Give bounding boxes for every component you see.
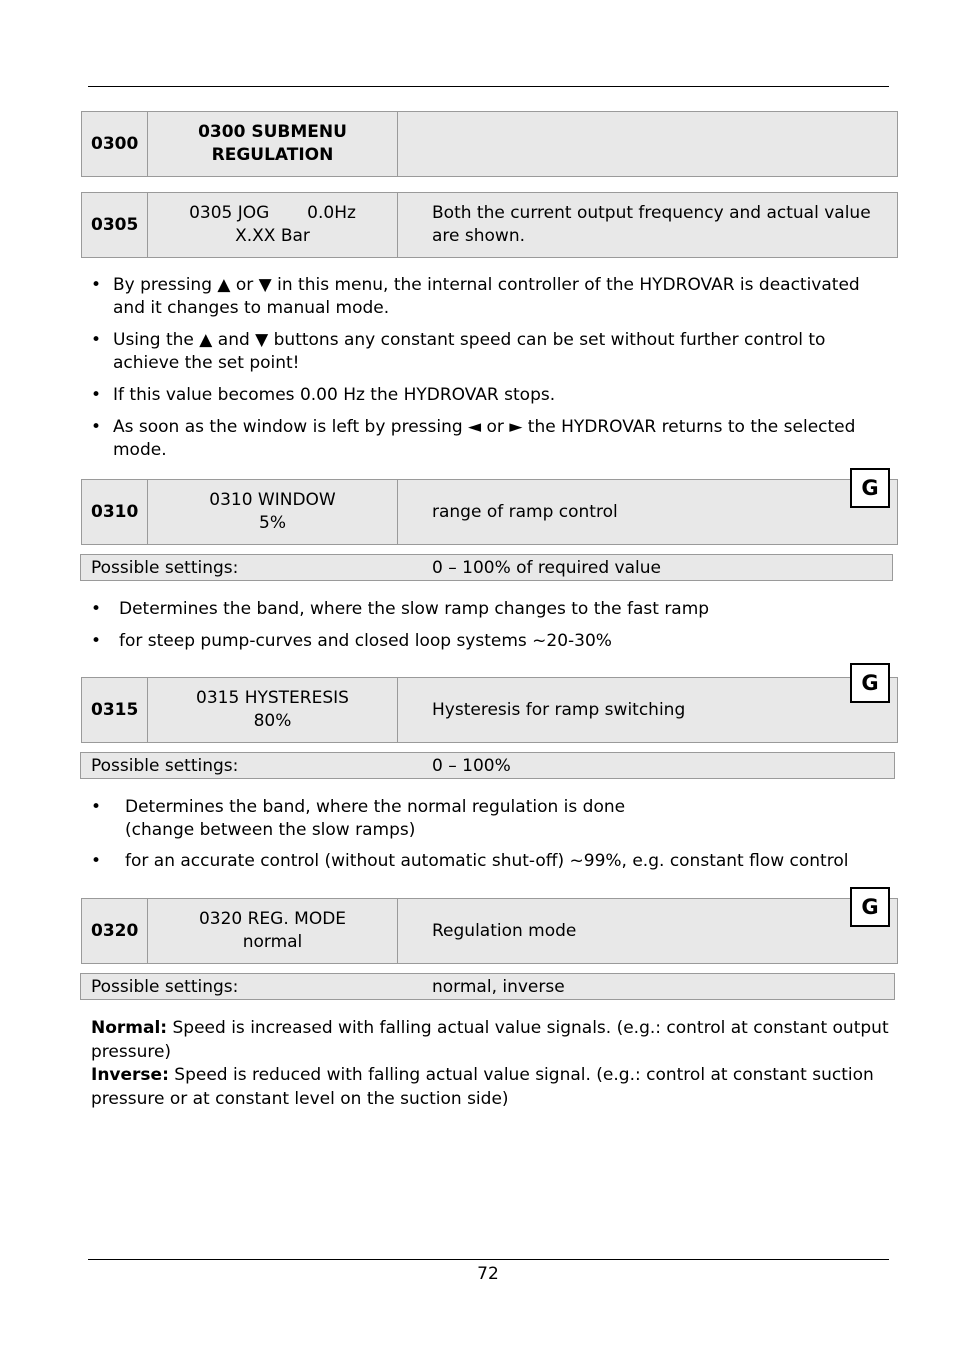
param-name-line2: REGULATION [211, 145, 334, 165]
param-description: Regulation mode [432, 920, 577, 941]
param-code: 0305 [82, 193, 148, 257]
normal-text: Speed is increased with falling actual value signals. (e.g.: control at constant output pressure) [91, 1018, 889, 1062]
param-name [148, 193, 398, 257]
list-item: • Determines the band, where the normal regulation is done [91, 797, 626, 817]
inverse-label: Inverse: [91, 1065, 169, 1085]
param-name [148, 480, 398, 544]
param-description: Hysteresis for ramp switching [432, 699, 686, 720]
normal-label: Normal: [91, 1018, 168, 1038]
param-name [148, 112, 398, 176]
list-item: • As soon as the window is left by pressing ◄ or ► the HYDROVAR returns to the selected mode. [91, 417, 856, 460]
group-badge: G [850, 663, 890, 703]
param-code: 0310 [82, 480, 148, 544]
footer-rule [88, 1259, 889, 1260]
inverse-mode-paragraph [91, 1064, 891, 1111]
possible-settings-0310 [80, 554, 893, 581]
param-code: 0315 [82, 678, 148, 742]
param-code: 0300 [82, 112, 148, 176]
param-name-line1: 0310 WINDOW [209, 490, 336, 510]
group-badge: G [850, 887, 890, 927]
param-row-0300 [81, 111, 898, 177]
param-row-0320 [81, 898, 898, 964]
param-name-line2: normal [242, 932, 303, 952]
param-description: Both the current output frequency and actual value are shown. [432, 203, 871, 246]
param-description: range of ramp control [432, 501, 618, 522]
possible-settings-0320 [80, 973, 895, 1000]
param-name [148, 899, 398, 963]
list-item: • Using the ▲ and ▼ buttons any constant speed can be set without further control to achieve the set point! [91, 330, 826, 373]
param-name-line1: 0320 REG. MODE [198, 909, 347, 929]
bullet-list-0305 [88, 274, 888, 462]
possible-settings-0315 [80, 752, 895, 779]
param-row-0310 [81, 479, 898, 545]
list-item: • for steep pump-curves and closed loop systems ~20-30% [91, 631, 612, 651]
regulation-mode-description [91, 1017, 891, 1111]
param-name-line1: 0300 SUBMENU [198, 122, 347, 142]
group-badge: G [850, 468, 890, 508]
param-description [398, 112, 897, 176]
bullet-list-0315 [88, 796, 888, 873]
header-rule [88, 86, 889, 87]
list-item: • By pressing ▲ or ▼ in this menu, the internal controller of the HYDROVAR is deactivated and it changes to manual mode. [91, 275, 860, 318]
settings-label: Possible settings: [91, 756, 239, 776]
list-item-continuation: (change between the slow ramps) [125, 820, 416, 840]
param-name-line2: 5% [259, 513, 286, 533]
inverse-text: Speed is reduced with falling actual value signal. (e.g.: control at constant suction pressure or at constant level on the suction side) [91, 1065, 874, 1109]
param-row-0305 [81, 192, 898, 258]
normal-mode-paragraph [91, 1017, 891, 1064]
param-name-line2: 80% [253, 711, 292, 731]
settings-label: Possible settings: [91, 977, 239, 997]
settings-value: normal, inverse [432, 977, 565, 997]
settings-value: 0 – 100% [432, 756, 511, 776]
param-name-line1: 0305 JOG 0.0Hz [189, 203, 356, 223]
param-row-0315 [81, 677, 898, 743]
param-name-line2: X.XX Bar [235, 226, 310, 246]
param-name [148, 678, 398, 742]
page-number: 72 [477, 1264, 499, 1284]
param-code: 0320 [82, 899, 148, 963]
list-item: • for an accurate control (without automatic shut-off) ~99%, e.g. constant flow control [91, 851, 849, 871]
settings-value: 0 – 100% of required value [432, 558, 661, 578]
bullet-list-0310 [88, 598, 888, 653]
settings-label: Possible settings: [91, 558, 239, 578]
list-item: • If this value becomes 0.00 Hz the HYDROVAR stops. [91, 385, 556, 405]
list-item: • Determines the band, where the slow ramp changes to the fast ramp [91, 599, 710, 619]
param-name-line1: 0315 HYSTERESIS [196, 688, 349, 708]
